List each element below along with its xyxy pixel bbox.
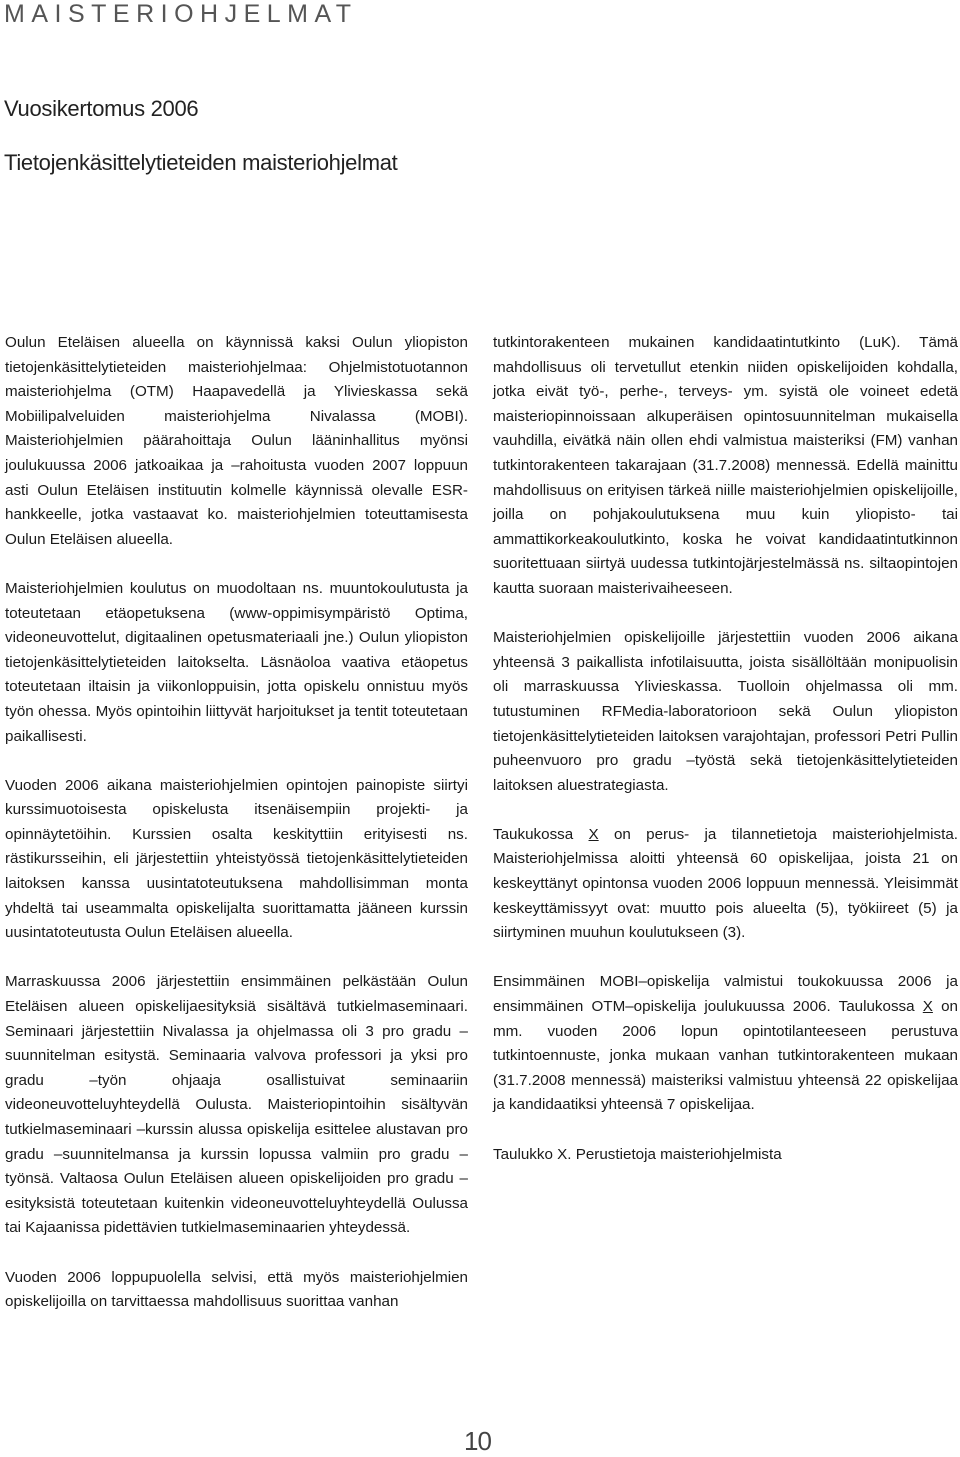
paragraph: Maisteriohjelmien koulutus on muodoltaan ns. muuntokoulutusta ja toteutetaan etäopetuksena (www-oppimisympäristö Optima, videoneuvottelut, digitaalinen opetusmateriaali jne.) Oulun yliopiston tietojenkäsittelytieteiden laitokselta. Läsnäoloa vaativa etäopetus toteutetaan iltaisin ja viikonloppuisin, jotta opiskelu onnistuu myös työn ohessa. Myös opintoihin liittyvät harjoitukset ja tentit toteutetaan paikallisesti. bbox=[5, 579, 468, 745]
paragraph: Vuoden 2006 loppupuolella selvisi, että myös maisteriohjelmien opiskelijoilla on tarvittaessa mahdollisuus suorittaa vanhan bbox=[5, 1268, 468, 1311]
paragraph: tutkintorakenteen mukainen kandidaatintutkinto (LuK). Tämä mahdollisuus oli tervetullut etenkin niiden opiskelijoiden kohdalla, jotka eivät työ-, perhe-, terveys- ym. syistä ole voineet edetä maisteriopinnoissaan alkuperäisen opintosuunnitelman mukaisella vauhdilla, eivätkä näin ollen ehdi valmistua maisteriksi (FM) vanhan tutkintorakenteen takarajaan (31.7.2008) mennessä. Edellä mainittu mahdollisuus on erityisen tärkeä niille maisteriohjelmien opiskelijoille, joilla on pohjakoulutuksena muu kuin yliopisto- tai ammattikorkeakoulutkinto, koska he voivat kandidaatintutkinnon suoritettuaan siirtyä uudessa tutkintojärjestelmässä ns. siltaopintojen kautta suoraan maisterivaiheeseen. bbox=[493, 334, 958, 597]
report-year-heading: Vuosikertomus 2006 bbox=[4, 96, 199, 121]
paragraph: Oulun Eteläisen alueella on käynnissä kaksi Oulun yliopiston tietojenkäsittelytieteiden maisteriohjelmaa: Ohjelmistotuotannon maisteriohjelma (OTM) Haapavedellä ja Ylivieskassa sekä Mobiilipalveluiden maisteriohjelma Nivalassa (MOBI). Maisteriohjelmien päärahoittaja Oulun lääninhallitus myönsi joulukuussa 2006 jatkoaikaa ja –rahoitusta vuoden 2007 loppuun asti Oulun Eteläisen instituutin kolmelle käynnissä olevalle ESR-hankkeelle, jotka vastaavat ko. maisteriohjelmien toteuttamisesta Oulun Eteläisen alueella. bbox=[5, 334, 468, 548]
right-text-column bbox=[493, 331, 958, 1167]
table-reference: X bbox=[922, 998, 933, 1016]
paragraph: Maisteriohjelmien opiskelijoille järjestettiin vuoden 2006 aikana yhteensä 3 paikallista infotilaisuutta, joista sisällöltään monipuolisin oli marraskuussa Ylivieskassa. Tuolloin ohjelmassa oli mm. tutustuminen RFMedia-laboratorioon sekä Oulun yliopiston tietojenkäsittelytieteiden laitoksen varajohtajan, professori Petri Pullin puheenvuoro pro gradu –työstä sekä tietojenkäsittelytieteiden laitoksen aluestrategiasta. bbox=[493, 629, 958, 794]
paragraph: Marraskuussa 2006 järjestettiin ensimmäinen pelkästään Oulun Eteläisen alueen opiskelijaesityksiä sisältävä tutkielmaseminaari. Seminaari järjestettiin Nivalassa ja ohjelmassa oli 3 pro gradu –suunnitelman esitystä. Seminaaria valvova professori ja yksi pro gradu –työn ohjaaja osallistuivat seminaariin videoneuvotteluyhteydellä Oulusta. Maisteriopintoihin sisältyvän tutkielmaseminaari –kurssin alussa opiskelija esittelee alustavan pro gradu –suunnitelmansa ja kurssin lopussa valmiin pro gradu –työnsä. Valtaosa Oulun Eteläisen alueen opiskelijoiden pro gradu –esityksistä toteutetaan kuitenkin videoneuvotteluyhteydellä Oulussa tai Kajaanissa pidettävien tutkielmaseminaarien yhteydessä. bbox=[5, 973, 468, 1237]
paragraph-text: on perus- ja tilannetietoja maisteriohjelmista. Maisteriohjelmissa aloitti yhteensä 60 opiskelijaa, joista 21 on keskeyttänyt opintonsa vuoden 2006 loppuun mennessä. Yleisimmät keskeyttämissyyt ovat: muutto pois alueelta (5), työkiireet (5) ja siirtyminen muuhun koulutukseen (3). bbox=[493, 825, 958, 942]
section-header-title: MAISTERIOHJELMAT bbox=[4, 0, 358, 28]
left-text-column bbox=[5, 331, 468, 1315]
paragraph-text: Taukukossa bbox=[493, 825, 589, 843]
paragraph: Vuoden 2006 aikana maisteriohjelmien opintojen painopiste siirtyi kurssimuotoisesta opiskelusta itsenäisempiin projekti- ja opinnäytetöihin. Kurssien osalta keskityttiin erityisesti ns. rästikursseihin, eli järjestettiin yhteistyössä tietojenkäsittelytieteiden laitoksen kanssa uusintatoteutuksena mahdollisimman monta yhdeltä tai useammalta opiskelijalta suorittamatta jääneen kurssin uusintatoteutusta Oulun Eteläisen alueella. bbox=[5, 776, 468, 942]
paragraph-text: Ensimmäinen MOBI–opiskelija valmistui toukokuussa 2006 ja ensimmäinen OTM–opiskelija joulukuussa 2006. Taulukossa bbox=[493, 973, 958, 1016]
page-number: 10 bbox=[464, 1426, 491, 1456]
table-caption: Taulukko X. Perustietoja maisteriohjelmista bbox=[493, 1145, 782, 1163]
paragraph-text: on mm. vuoden 2006 lopun opintotilanteeseen perustuva tutkintoennuste, jonka mukaan vanhan tutkintorakenteen mukaan (31.7.2008 mennessä) maisteriksi valmistuu yhteensä 22 opiskelijaa ja kandidaatiksi yhteensä 7 opiskelijaa. bbox=[493, 998, 958, 1114]
program-title-heading: Tietojenkäsittelytieteiden maisteriohjelmat bbox=[4, 150, 398, 175]
table-reference: X bbox=[588, 825, 599, 843]
paragraph bbox=[493, 970, 958, 1118]
paragraph bbox=[493, 823, 958, 946]
